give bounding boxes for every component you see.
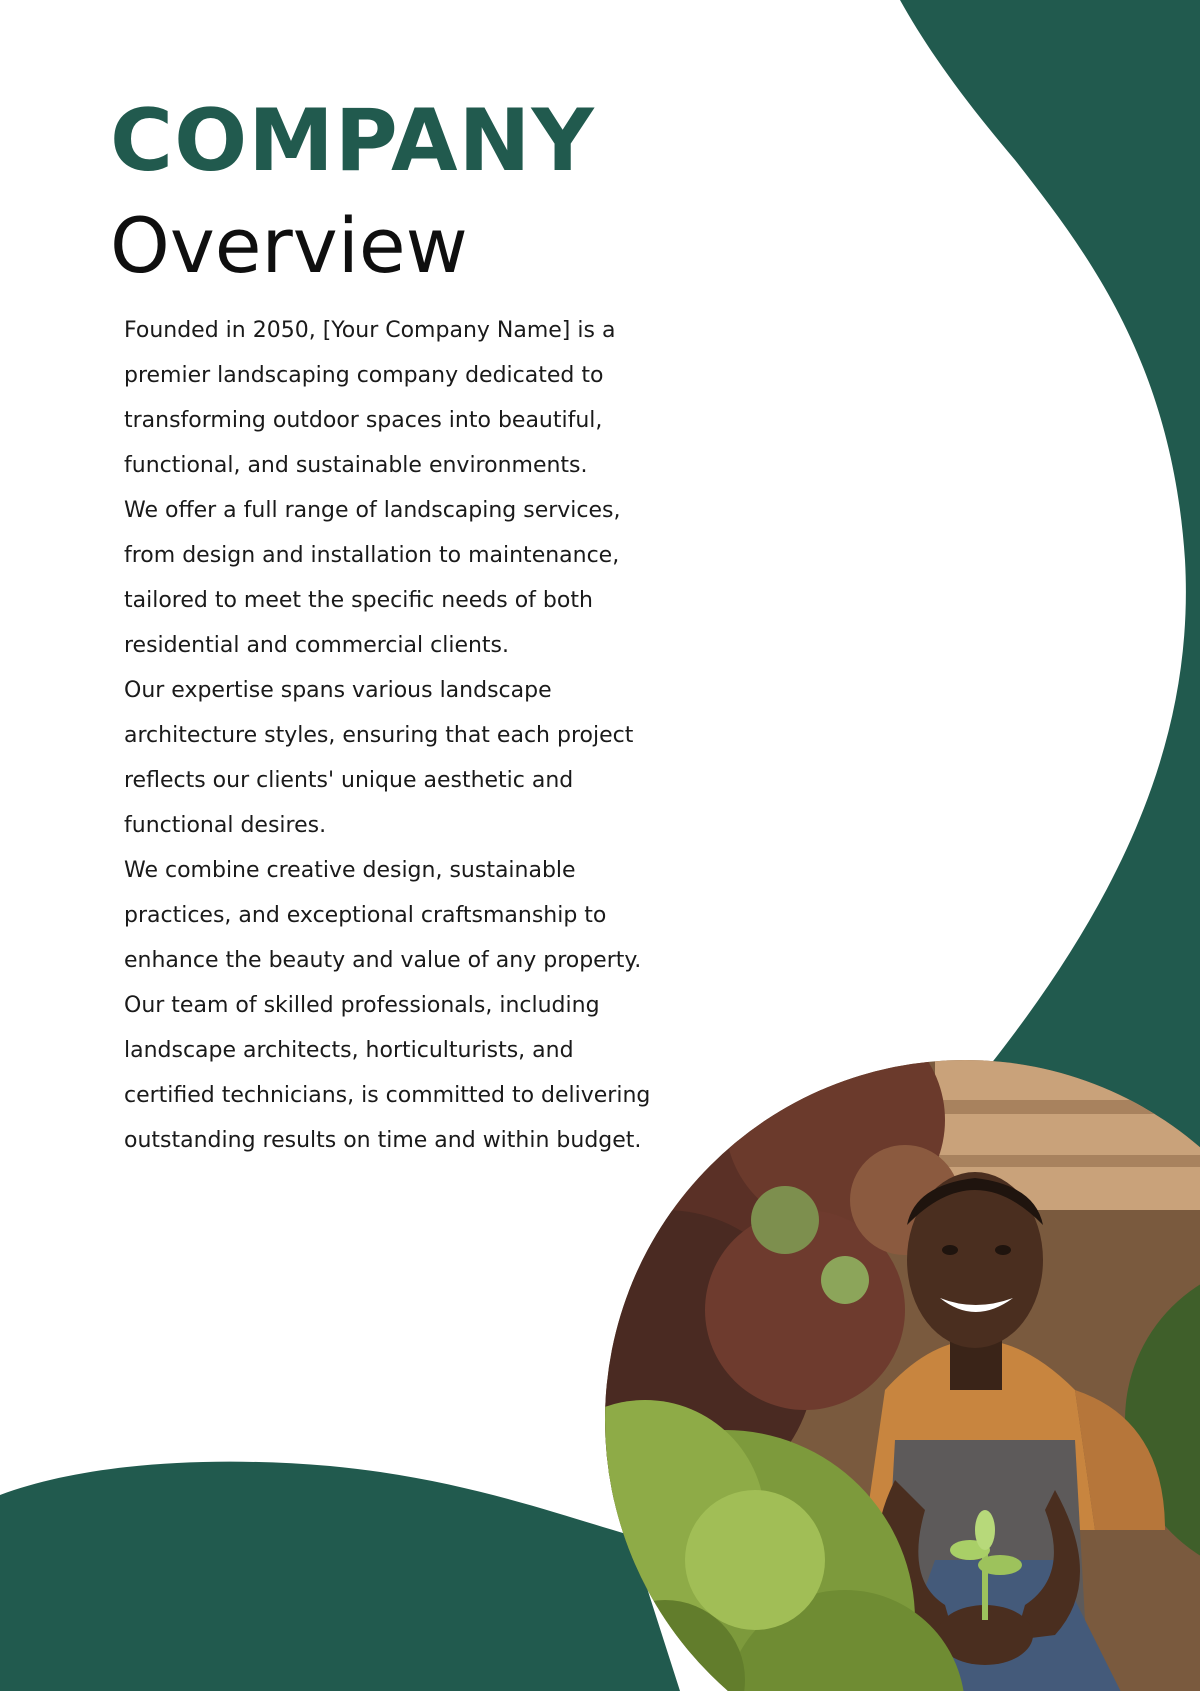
paragraph-approach: We combine creative design, sustainable practices, and exceptional craftsmanship to enhance the beauty and value of any property. <box>124 858 642 973</box>
paragraph-founding: Founded in 2050, [Your Company Name] is a premier landscaping company dedicated to transforming outdoor spaces into beautiful, functional, and sustainable environments. <box>124 318 616 478</box>
overview-text <box>124 308 654 1163</box>
paragraph-services: We offer a full range of landscaping services, from design and installation to maintenance, tailored to meet the specific needs of both residential and commercial clients. <box>124 498 621 658</box>
title-company: COMPANY <box>110 91 595 191</box>
paragraph-expertise: Our expertise spans various landscape architecture styles, ensuring that each project reflects our clients' unique aesthetic and functional desires. <box>124 678 634 838</box>
bottom-left-green-wave <box>0 1462 680 1691</box>
paragraph-team: Our team of skilled professionals, including landscape architects, horticulturists, and certified technicians, is committed to delivering outstanding results on time and within budget. <box>124 993 651 1153</box>
title-overview: Overview <box>110 201 468 290</box>
